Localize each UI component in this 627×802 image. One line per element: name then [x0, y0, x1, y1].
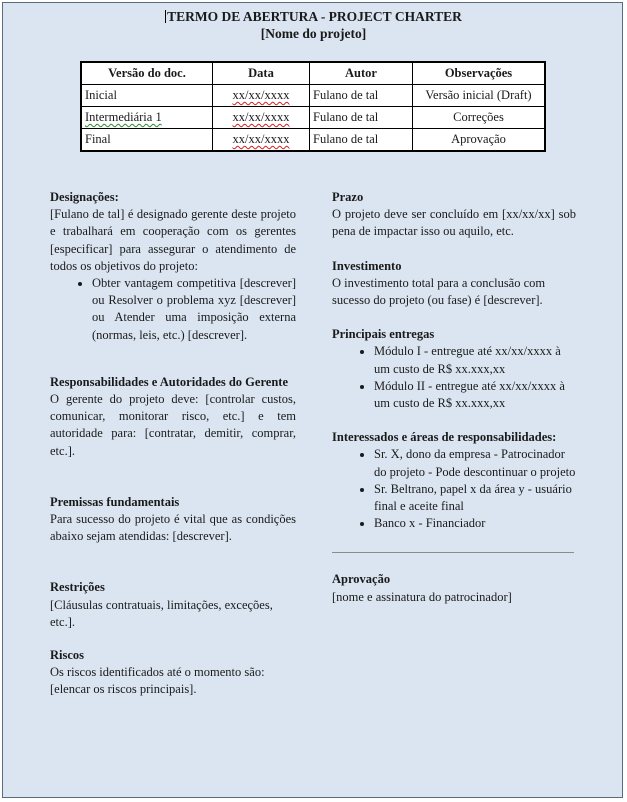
column-header-notes: Observações — [413, 62, 546, 85]
section-heading: Prazo — [332, 190, 364, 204]
section-body: [Fulano de tal] é designado gerente deste projeto e trabalhará em cooperação com os gerentes [especificar] para assegurar o atendimento de todos os objetivos do projeto: — [50, 207, 296, 273]
column-header-author: Autor — [310, 62, 413, 85]
section-aprovacao — [332, 571, 576, 605]
cell-date: xx/xx/xxxx — [213, 107, 310, 129]
section-interessados — [332, 429, 576, 532]
list-item: • Obter vantagem competitiva [descrever] ou Resolver o problema xyz [descrever] ou Atender uma imposição externa (normas, leis, etc.) [descrever]. — [92, 275, 296, 344]
cell-notes: Versão inicial (Draft) — [413, 85, 546, 107]
signature-divider — [332, 552, 574, 553]
section-riscos — [50, 647, 296, 699]
section-entregas — [332, 326, 576, 412]
section-body: Para sucesso do projeto é vital que as condições abaixo sejam atendidas: [descrever]. — [50, 512, 296, 544]
section-designacoes — [50, 189, 296, 344]
section-premissas — [50, 494, 296, 546]
cell-version: Final — [81, 129, 213, 152]
document-subtitle: [Nome do projeto] — [260, 26, 367, 41]
section-heading: Investimento — [332, 258, 402, 273]
bullet-list — [332, 446, 576, 532]
section-body: Os riscos identificados até o momento são: [elencar os riscos principais]. — [50, 665, 265, 697]
cell-author: Fulano de tal — [310, 85, 413, 107]
list-item: • Sr. Beltrano, papel x da área y - usuário final e aceite final — [374, 481, 576, 515]
section-heading: Responsabilidades e Autoridades do Gerente — [50, 374, 288, 389]
table-row — [81, 107, 545, 129]
section-body: O investimento total para a conclusão com sucesso do projeto (ou fase) é [descrever]. — [332, 275, 546, 308]
section-body: [nome e assinatura do patrocinador] — [332, 589, 512, 604]
document-title: TERMO DE ABERTURA - PROJECT CHARTER — [167, 9, 462, 24]
section-restricoes — [50, 579, 296, 631]
section-heading: Riscos — [50, 648, 85, 663]
list-item: • Banco x - Financiador — [374, 515, 576, 532]
list-item: • Sr. X, dono da empresa - Patrocinador do projeto - Pode descontinuar o projeto — [374, 446, 576, 480]
bullet-list — [50, 275, 296, 344]
table-row — [81, 85, 545, 107]
cell-notes: Aprovação — [413, 129, 546, 152]
table-header-row — [81, 62, 545, 85]
section-heading: Restrições — [50, 580, 105, 595]
cell-author: Fulano de tal — [310, 107, 413, 129]
cell-version: Intermediária 1 — [81, 107, 213, 129]
bullet-list — [332, 343, 576, 412]
cell-author: Fulano de tal — [310, 129, 413, 152]
section-heading: Premissas fundamentais — [50, 494, 180, 509]
column-header-date: Data — [213, 62, 310, 85]
section-heading: Interessados e áreas de responsabilidades: — [332, 430, 557, 445]
version-table — [80, 61, 546, 152]
list-item: • Módulo I - entregue até xx/xx/xxxx à um custo de R$ xx.xxx,xx — [374, 343, 576, 377]
section-heading: Principais entregas — [332, 327, 435, 342]
right-column — [332, 189, 576, 606]
cell-notes: Correções — [413, 107, 546, 129]
cell-date: xx/xx/xxxx — [213, 129, 310, 152]
section-body: O gerente do projeto deve: [controlar custos, comunicar, monitorar risco, etc.] e tem autoridade para: [contratar, demitir, comprar, etc.]. — [50, 392, 296, 458]
document-page — [2, 2, 623, 798]
cell-version: Inicial — [81, 85, 213, 107]
section-responsabilidades — [50, 374, 296, 460]
section-prazo — [332, 189, 576, 241]
section-body: O projeto deve ser concluído em [xx/xx/xx] sob pena de impactar isso ou aquilo, etc. — [332, 207, 576, 239]
section-investimento — [332, 258, 576, 310]
table-row — [81, 129, 545, 152]
section-heading: Aprovação — [332, 572, 391, 587]
column-header-version: Versão do doc. — [81, 62, 213, 85]
text-cursor — [165, 10, 166, 23]
section-heading: Designações: — [50, 190, 119, 204]
section-body: [Cláusulas contratuais, limitações, exceções, etc.]. — [50, 597, 273, 629]
cell-date: xx/xx/xxxx — [213, 85, 310, 107]
left-column — [50, 189, 296, 699]
list-item: • Módulo II - entregue até xx/xx/xxxx à um custo de R$ xx.xxx,xx — [374, 378, 576, 412]
